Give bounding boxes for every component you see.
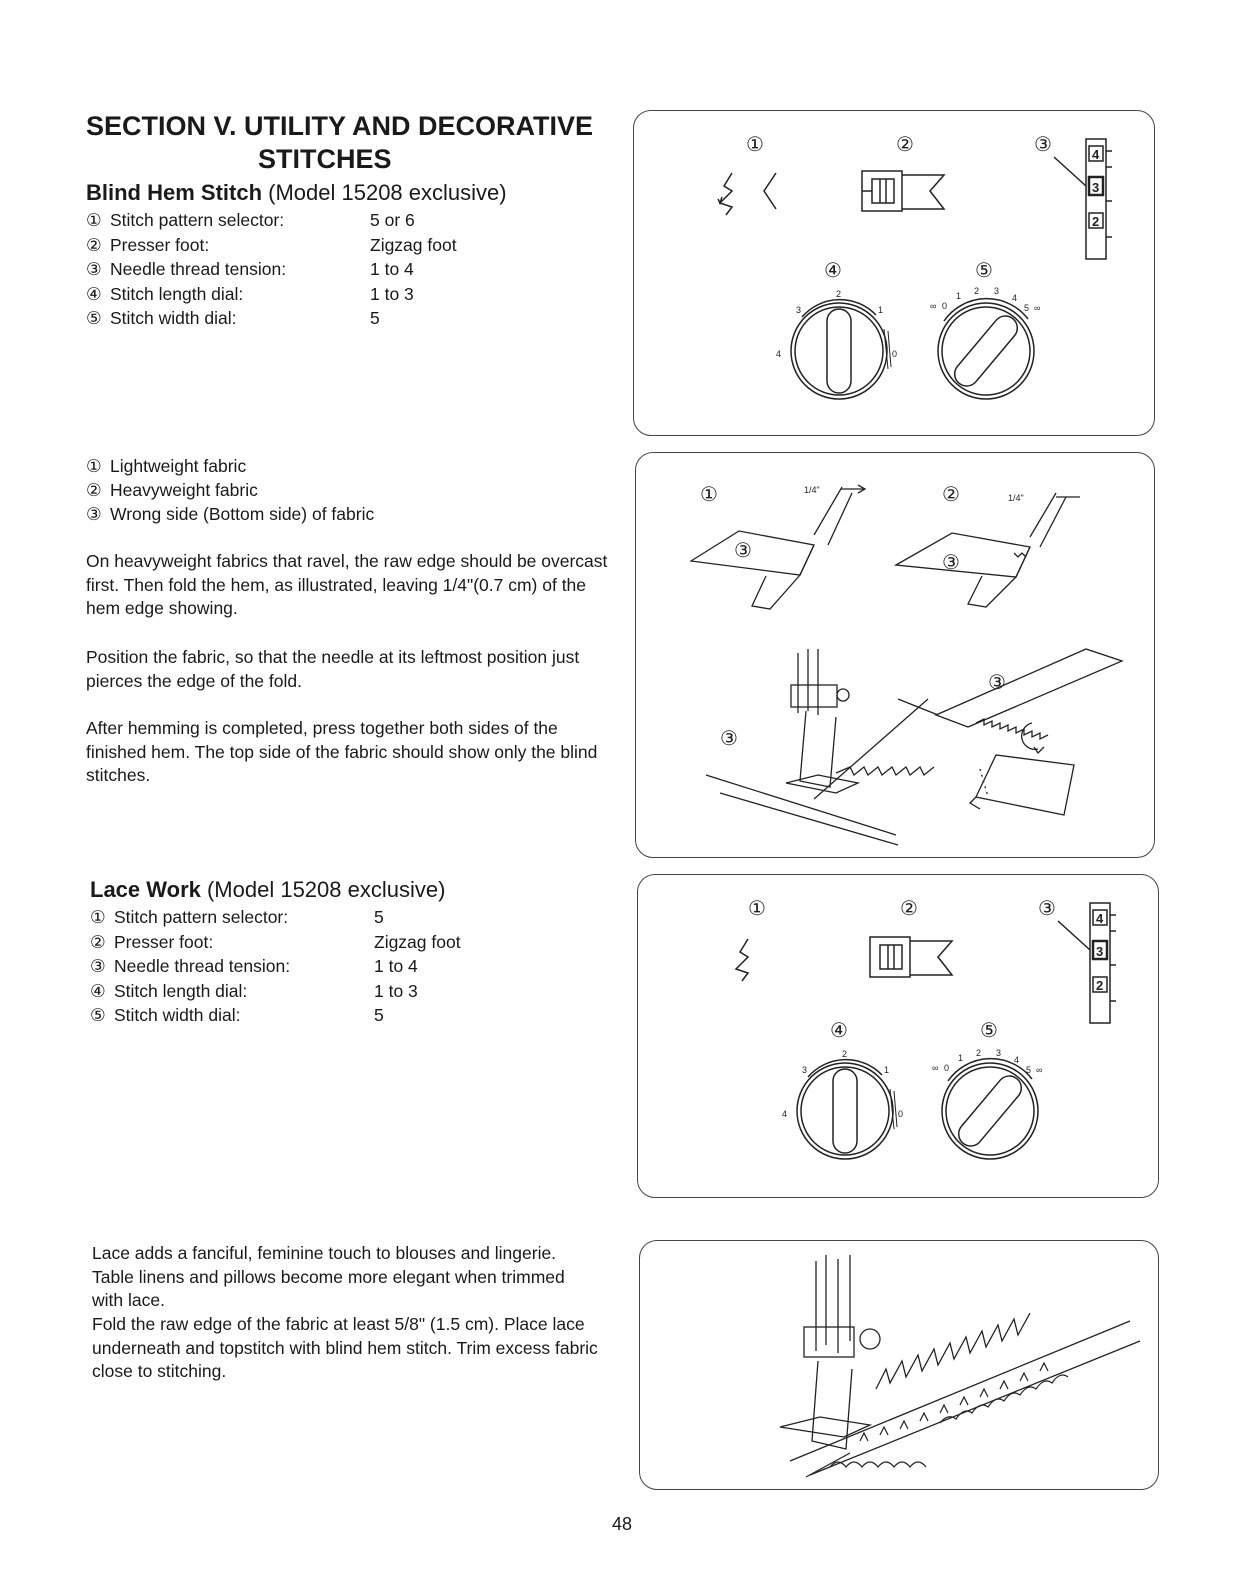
spec-value: Zigzag foot xyxy=(374,931,461,952)
lace-length-number-4: 4 xyxy=(782,1109,788,1119)
spec-number: ③ xyxy=(90,956,106,976)
spec-value: 5 xyxy=(370,308,380,328)
spec-row xyxy=(86,233,457,258)
spec-number: ⑤ xyxy=(86,308,102,328)
fold-measure-2: 1/4" xyxy=(1008,493,1024,503)
spec-label: Needle thread tension: xyxy=(110,259,287,279)
lace-trim-drawing xyxy=(806,1363,1068,1477)
lace-work-settings-figure xyxy=(637,874,1159,1198)
spec-value: 1 to 4 xyxy=(370,259,414,279)
spec-row xyxy=(86,282,457,307)
spec-row xyxy=(86,257,457,282)
length-dial-number-3: 3 xyxy=(796,305,802,315)
marker-1: ① xyxy=(746,132,764,156)
section-title-line2: STITCHES xyxy=(258,144,392,174)
spec-value: 1 to 4 xyxy=(374,956,418,976)
list-number: ② xyxy=(86,480,102,500)
lace-work-heading xyxy=(90,877,445,903)
width-dial-infinity-right: ∞ xyxy=(1034,303,1041,313)
length-dial-number-0: 0 xyxy=(892,349,898,359)
lace-width-number-1: 1 xyxy=(958,1053,964,1063)
width-dial-number-2: 2 xyxy=(974,286,980,296)
lace-marker-1: ① xyxy=(748,896,766,920)
blind-hem-settings-figure xyxy=(633,110,1155,436)
spec-label: Stitch width dial: xyxy=(110,308,237,328)
tension-number-3: 3 xyxy=(1092,180,1100,195)
spec-label: Presser foot: xyxy=(110,234,210,255)
hem-folding-svg xyxy=(636,453,1154,857)
list-number: ① xyxy=(86,456,102,476)
stitch-width-dial xyxy=(938,299,1034,399)
lace-stitch-width-dial xyxy=(942,1059,1038,1159)
blind-hem-spec-list xyxy=(86,208,457,331)
spec-number: ② xyxy=(90,931,106,952)
blind-hem-heading-model: (Model 15208 exclusive) xyxy=(262,180,507,205)
finished-hem-drawing xyxy=(970,755,1074,815)
lace-length-number-2: 2 xyxy=(842,1049,848,1059)
tension-number-2: 2 xyxy=(1092,214,1100,229)
list-item xyxy=(86,478,374,502)
length-dial-number-2: 2 xyxy=(836,289,842,299)
lace-marker-3: ③ xyxy=(1038,896,1056,920)
length-dial-number-1: 1 xyxy=(878,305,884,315)
fold-marker-2: ② xyxy=(942,482,960,506)
width-dial-number-1: 1 xyxy=(956,291,962,301)
marker-2: ② xyxy=(896,132,914,156)
page-number: 48 xyxy=(611,1514,633,1534)
spec-value: 1 to 3 xyxy=(374,980,418,1001)
lace-width-number-4: 4 xyxy=(1014,1055,1020,1065)
blind-hem-paragraph-3: After hemming is completed, press together both sides of the finished hem. The top side of the fabric should show only the blind stitches. xyxy=(86,718,598,785)
spec-value: Zigzag foot xyxy=(370,234,457,255)
spec-value: 5 or 6 xyxy=(370,210,415,230)
width-dial-number-0: 0 xyxy=(942,301,948,311)
blind-hem-pattern-icon xyxy=(718,173,732,215)
spec-value: 1 to 3 xyxy=(370,283,414,304)
spec-number: ① xyxy=(86,210,102,230)
spec-label: Stitch pattern selector: xyxy=(110,210,285,230)
width-dial-number-3: 3 xyxy=(994,286,1000,296)
list-number: ③ xyxy=(86,504,102,524)
lace-width-number-3: 3 xyxy=(996,1048,1002,1058)
marker-3: ③ xyxy=(1034,132,1052,156)
lace-length-number-0: 0 xyxy=(898,1109,904,1119)
tension-number-4: 4 xyxy=(1092,147,1100,162)
spec-row xyxy=(90,905,461,930)
lace-work-spec-list xyxy=(90,905,461,1028)
list-label: Wrong side (Bottom side) of fabric xyxy=(110,504,375,524)
list-item xyxy=(86,502,374,526)
spec-value: 5 xyxy=(374,1005,384,1025)
lace-stitch-length-dial xyxy=(797,1060,897,1159)
blind-hem-paragraph-2: Position the fabric, so that the needle at its leftmost position just pierces the edge of the fold. xyxy=(86,647,580,691)
lace-width-number-2: 2 xyxy=(976,1048,982,1058)
fold-marker-1: ① xyxy=(700,482,718,506)
lace-width-infinity-left: ∞ xyxy=(932,1063,939,1073)
spec-value: 5 xyxy=(374,907,384,927)
lace-length-number-3: 3 xyxy=(802,1065,808,1075)
fold-measure-1: 1/4" xyxy=(804,485,820,495)
blind-hem-settings-svg xyxy=(634,111,1154,435)
stretch-blind-hem-pattern-icon xyxy=(764,173,776,209)
spec-label: Presser foot: xyxy=(114,931,214,952)
spec-number: ④ xyxy=(90,980,106,1001)
width-dial-number-5: 5 xyxy=(1024,303,1030,313)
lace-sewing-figure xyxy=(639,1240,1159,1490)
fold-marker-3b: ③ xyxy=(942,550,960,574)
fold-marker-3a: ③ xyxy=(734,538,752,562)
lace-tension-dial xyxy=(1058,903,1116,1023)
lace-blind-stitch-drawing xyxy=(876,1313,1030,1389)
spec-row xyxy=(90,954,461,979)
lace-marker-5: ⑤ xyxy=(980,1018,998,1042)
zigzag-presser-foot-icon xyxy=(862,171,944,211)
blind-hem-paragraph-1: On heavyweight fabrics that ravel, the raw edge should be overcast first. Then fold the hem, as illustrated, leaving 1/4"(0.7 cm) of the hem edge showing. xyxy=(86,551,608,618)
spec-number: ② xyxy=(86,234,102,255)
spec-row xyxy=(86,306,457,331)
lace-width-number-5: 5 xyxy=(1026,1065,1032,1075)
spec-number: ④ xyxy=(86,283,102,304)
lace-marker-2: ② xyxy=(900,896,918,920)
spec-label: Stitch length dial: xyxy=(110,283,244,304)
width-dial-number-4: 4 xyxy=(1012,293,1018,303)
spec-label: Stitch length dial: xyxy=(114,980,248,1001)
lace-tension-number-3: 3 xyxy=(1096,944,1104,959)
list-label: Heavyweight fabric xyxy=(110,480,258,500)
lace-marker-4: ④ xyxy=(830,1018,848,1042)
list-label: Lightweight fabric xyxy=(110,456,247,476)
section-title xyxy=(86,110,631,176)
lace-work-paragraph-2: Fold the raw edge of the fabric at least 5/8" (1.5 cm). Place lace underneath and topstitch with blind hem stitch. Trim excess fabric close to stitching. xyxy=(92,1314,598,1381)
spec-label: Needle thread tension: xyxy=(114,956,291,976)
list-item xyxy=(86,454,374,478)
spec-number: ③ xyxy=(86,259,102,279)
hem-folding-figure xyxy=(635,452,1155,858)
spec-number: ⑤ xyxy=(90,1005,106,1025)
lace-zigzag-presser-foot-icon xyxy=(870,937,952,977)
opened-hem-marker-3: ③ xyxy=(988,670,1006,694)
heavyweight-fold-drawing xyxy=(896,493,1080,607)
needle-thread-tension-dial xyxy=(1054,139,1112,259)
lace-work-paragraph-1: Lace adds a fanciful, feminine touch to blouses and lingerie. Table linens and pillows become more elegant when trimmed with lace. xyxy=(92,1243,565,1310)
lace-tension-number-2: 2 xyxy=(1096,978,1104,993)
length-dial-number-4: 4 xyxy=(776,349,782,359)
marker-4: ④ xyxy=(824,258,842,282)
lace-work-heading-model: (Model 15208 exclusive) xyxy=(200,877,446,902)
lace-width-infinity-right: ∞ xyxy=(1036,1065,1043,1075)
spec-row xyxy=(86,208,457,233)
lace-length-number-1: 1 xyxy=(884,1065,890,1075)
lace-presser-foot-drawing xyxy=(780,1255,1140,1475)
fabric-type-list xyxy=(86,454,374,526)
blind-hem-heading-bold: Blind Hem Stitch xyxy=(86,180,263,205)
presser-foot-sewing-drawing xyxy=(706,649,934,845)
lace-settings-svg xyxy=(638,875,1158,1197)
lace-work-heading-bold: Lace Work xyxy=(90,877,201,902)
spec-number: ① xyxy=(90,907,106,927)
stitch-length-dial xyxy=(791,300,891,399)
blind-hem-heading xyxy=(86,180,507,206)
sew-marker-3: ③ xyxy=(720,726,738,750)
spec-label: Stitch width dial: xyxy=(114,1005,241,1025)
lace-tension-number-4: 4 xyxy=(1096,911,1104,926)
spec-label: Stitch pattern selector: xyxy=(114,907,289,927)
lace-width-number-0: 0 xyxy=(944,1063,950,1073)
spec-row xyxy=(90,979,461,1004)
marker-5: ⑤ xyxy=(975,258,993,282)
spec-row xyxy=(90,1003,461,1028)
lace-sewing-svg xyxy=(640,1241,1158,1489)
spec-row xyxy=(90,930,461,955)
section-title-line1: SECTION V. UTILITY AND DECORATIVE xyxy=(86,111,594,141)
width-dial-infinity-left: ∞ xyxy=(930,301,937,311)
lace-pattern-icon xyxy=(736,939,748,981)
opened-hem-drawing xyxy=(898,649,1122,753)
